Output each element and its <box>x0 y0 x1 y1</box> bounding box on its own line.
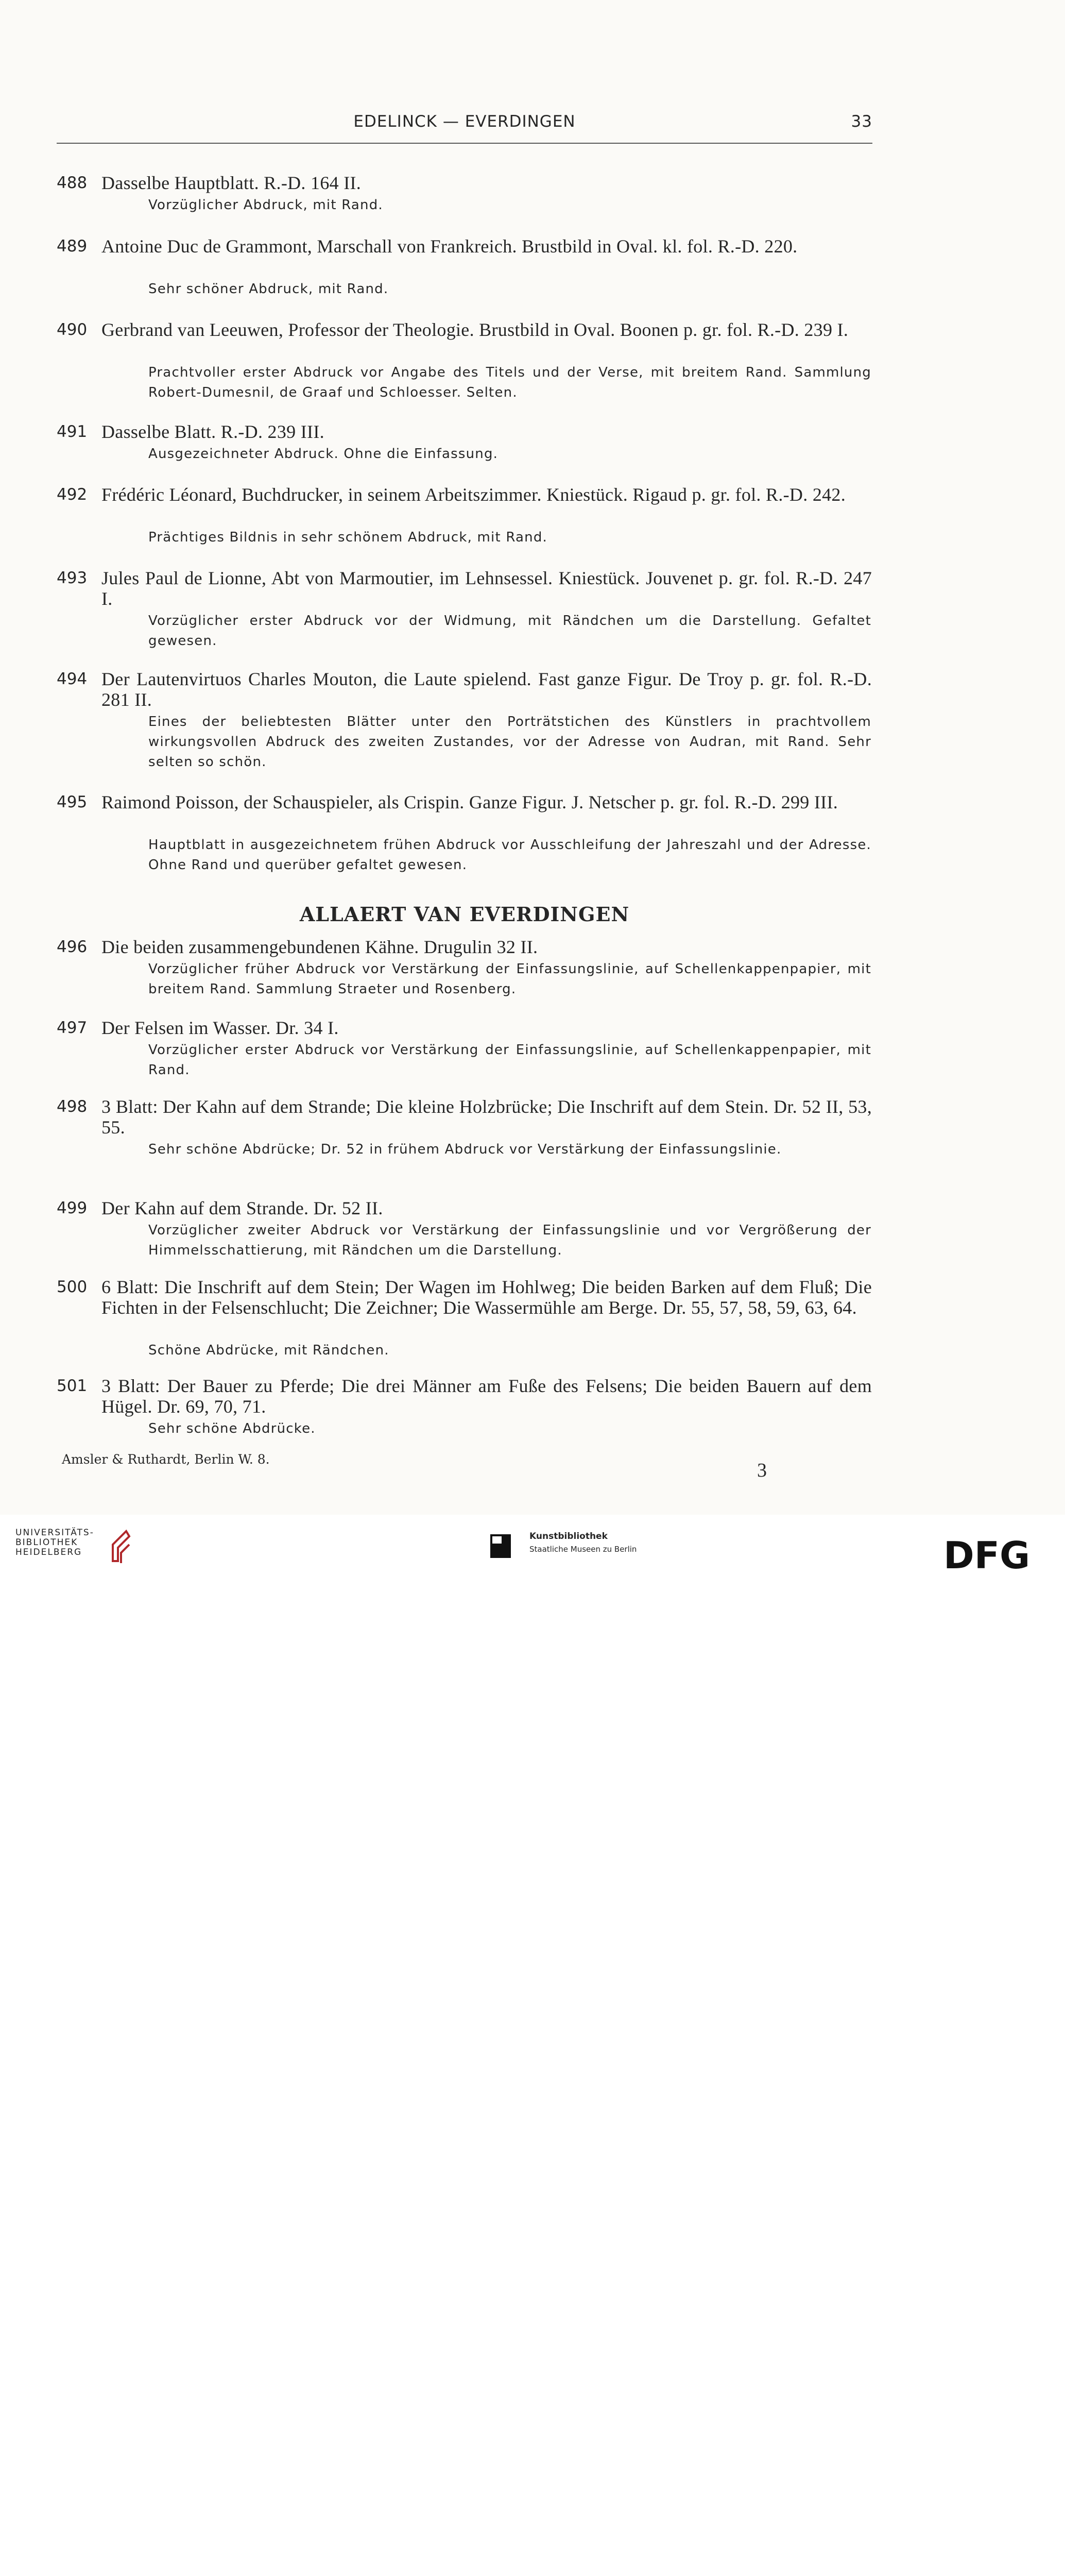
entry-condition-note: Ausgezeichneter Abdruck. Ohne die Einfassung. <box>148 446 499 462</box>
publisher-imprint: Amsler & Ruthardt, Berlin W. 8. <box>62 1452 270 1467</box>
entry-number: 494 <box>57 670 88 688</box>
header-rule <box>57 143 872 144</box>
entry-condition-note: Vorzüglicher erster Abdruck vor der Widmung, mit Rändchen um die Darstellung. Gefaltet gewesen. <box>148 613 871 649</box>
entry-condition-note: Sehr schöne Abdrücke. <box>148 1421 316 1436</box>
entry-condition-note: Sehr schöner Abdruck, mit Rand. <box>148 281 389 297</box>
entry-condition-note: Prachtvoller erster Abdruck vor Angabe des Titels und der Verse, mit breitem Rand. Sammlung Robert-Dumesnil, de Graaf und Schloesser. Selten. <box>148 365 871 400</box>
entry-number: 498 <box>57 1097 88 1116</box>
logo-line: HEIDELBERG <box>15 1547 82 1557</box>
entry-number: 489 <box>57 237 88 256</box>
university-library-logo[interactable] <box>15 1528 94 1557</box>
kunstbibliothek-emblem-icon <box>490 1534 511 1558</box>
section-heading: ALLAERT VAN EVERDINGEN <box>299 903 630 926</box>
entry-number: 496 <box>57 938 88 956</box>
entry-description: 3 Blatt: Der Kahn auf dem Strande; Die kleine Holzbrücke; Die Inschrift auf dem Stein. Dr. 52 II, 53, 55. <box>101 1096 872 1138</box>
dfg-logo-icon <box>943 1538 1050 1572</box>
entry-condition-note: Vorzüglicher zweiter Abdruck vor Verstärkung der Einfassungslinie und vor Vergrößerung der Himmelsschattierung, mit Rändchen um die Darstellung. <box>148 1223 871 1258</box>
entry-description: Der Lautenvirtuos Charles Mouton, die Laute spielend. Fast ganze Figur. De Troy p. gr. fol. R.-D. 281 II. <box>101 669 872 710</box>
entry-number: 490 <box>57 320 88 339</box>
dfg-logo[interactable] <box>943 1538 1050 1574</box>
entry-description: Jules Paul de Lionne, Abt von Marmoutier, im Lehnsessel. Kniestück. Jouvenet p. gr. fol. R.-D. 247 I. <box>101 568 872 609</box>
dfg-logo-text: DFG <box>943 1538 1030 1572</box>
entry-description: 6 Blatt: Die Inschrift auf dem Stein; Der Wagen im Hohlweg; Die beiden Barken auf dem Fluß; Die Fichten in der Felsenschlucht; Die Zeichner; Die Wassermühle am Berge. Dr. 55, 57, 58, 59, 63, 64. <box>101 1277 872 1318</box>
entry-number: 500 <box>57 1278 88 1296</box>
entry-condition-note: Vorzüglicher Abdruck, mit Rand. <box>148 197 383 213</box>
entry-condition-note: Hauptblatt in ausgezeichnetem frühen Abdruck vor Ausschleifung der Jahreszahl und der Adresse. Ohne Rand und querüber gefaltet gewesen. <box>148 837 871 873</box>
entry-number: 497 <box>57 1019 88 1037</box>
entry-description: Dasselbe Blatt. R.-D. 239 III. <box>101 421 324 442</box>
signature-mark: 3 <box>757 1460 767 1481</box>
entry-number: 495 <box>57 793 88 811</box>
entry-description: 3 Blatt: Der Bauer zu Pferde; Die drei Männer am Fuße des Felsens; Die beiden Bauern auf dem Hügel. Dr. 69, 70, 71. <box>101 1376 872 1417</box>
entry-description: Gerbrand van Leeuwen, Professor der Theologie. Brustbild in Oval. Boonen p. gr. fol. R.-D. 239 I. <box>101 319 849 340</box>
entry-condition-note: Vorzüglicher früher Abdruck vor Verstärkung der Einfassungslinie, auf Schellenkappenpapier, mit breitem Rand. Sammlung Straeter und Rosenberg. <box>148 961 871 997</box>
running-title: EDELINCK — EVERDINGEN <box>353 112 576 131</box>
entry-description: Antoine Duc de Grammont, Marschall von Frankreich. Brustbild in Oval. kl. fol. R.-D. 220. <box>101 236 798 257</box>
viewer-footer-bar <box>0 1519 1065 1594</box>
entry-number: 499 <box>57 1199 88 1217</box>
entry-number: 488 <box>57 174 88 192</box>
entry-condition-note: Prächtiges Bildnis in sehr schönem Abdruck, mit Rand. <box>148 530 548 545</box>
entry-description: Die beiden zusammengebundenen Kähne. Drugulin 32 II. <box>101 937 538 957</box>
logo-text <box>15 1528 94 1557</box>
logo-line: BIBLIOTHEK <box>15 1537 78 1548</box>
entry-description: Der Kahn auf dem Strande. Dr. 52 II. <box>101 1198 383 1218</box>
page-number: 33 <box>851 112 872 131</box>
entry-description: Frédéric Léonard, Buchdrucker, in seinem Arbeitszimmer. Kniestück. Rigaud p. gr. fol. R.-D. 242. <box>101 484 846 505</box>
entry-number: 501 <box>57 1377 88 1395</box>
entry-condition-note: Sehr schöne Abdrücke; Dr. 52 in frühem Abdruck vor Verstärkung der Einfassungslinie. <box>148 1142 782 1157</box>
entry-description: Der Felsen im Wasser. Dr. 34 I. <box>101 1018 339 1038</box>
kunstbibliothek-subtitle: Staatliche Museen zu Berlin <box>529 1545 637 1554</box>
entry-number: 493 <box>57 569 88 587</box>
entry-description: Dasselbe Hauptblatt. R.-D. 164 II. <box>101 173 362 193</box>
entry-number: 492 <box>57 485 88 504</box>
kunstbibliothek-title: Kunstbibliothek <box>529 1531 608 1541</box>
entry-description: Raimond Poisson, der Schauspieler, als Crispin. Ganze Figur. J. Netscher p. gr. fol. R.-D. 299 III. <box>101 792 838 812</box>
logo-line: UNIVERSITÄTS- <box>15 1528 94 1538</box>
entry-condition-note: Vorzüglicher erster Abdruck vor Verstärkung der Einfassungslinie, auf Schellenkappenpapier, mit Rand. <box>148 1042 871 1078</box>
entry-condition-note: Eines der beliebtesten Blätter unter den Porträtstichen des Künstlers in prachtvollem wirkungsvollen Abdruck des zweiten Zustandes, vor der Adresse von Audran, mit Rand. Sehr selten so schön. <box>148 714 871 770</box>
running-header <box>57 112 872 139</box>
entry-number: 491 <box>57 422 88 441</box>
entry-condition-note: Schöne Abdrücke, mit Rändchen. <box>148 1343 389 1358</box>
heidelberg-emblem-icon <box>106 1529 136 1565</box>
